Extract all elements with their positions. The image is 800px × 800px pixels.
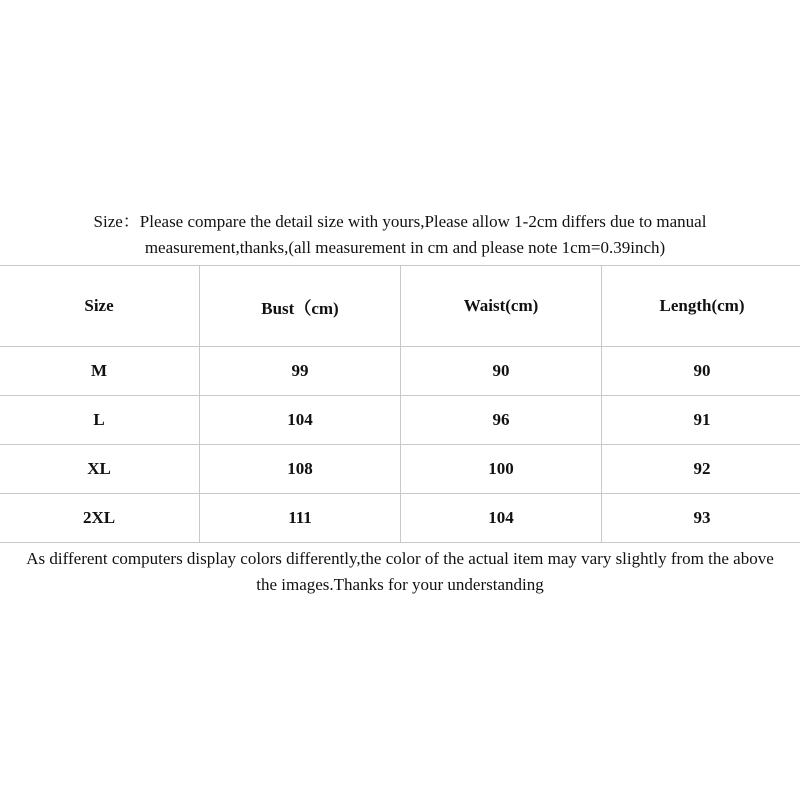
size-instructions-line-1: Size：Please compare the detail size with yours,Please allow 1-2cm differs due to manual <box>93 212 707 231</box>
color-disclaimer <box>0 546 800 598</box>
header-waist: Waist(cm) <box>401 266 602 347</box>
cell-size: 2XL <box>0 494 200 543</box>
cell-size: L <box>0 396 200 445</box>
cell-bust: 108 <box>200 445 401 494</box>
cell-bust: 104 <box>200 396 401 445</box>
color-disclaimer-line-1: As different computers display colors differently,the color of the actual item may vary slightly from the above <box>26 549 774 568</box>
size-chart-table <box>0 265 800 543</box>
cell-waist: 100 <box>401 445 602 494</box>
header-size: Size <box>0 266 200 347</box>
color-disclaimer-line-2: the images.Thanks for your understanding <box>256 575 544 594</box>
cell-length: 91 <box>602 396 800 445</box>
cell-waist: 90 <box>401 347 602 396</box>
cell-size: XL <box>0 445 200 494</box>
cell-waist: 96 <box>401 396 602 445</box>
cell-length: 93 <box>602 494 800 543</box>
table-row <box>0 445 800 494</box>
table-row <box>0 347 800 396</box>
header-bust: Bust（cm) <box>200 266 401 347</box>
cell-size: M <box>0 347 200 396</box>
cell-waist: 104 <box>401 494 602 543</box>
cell-length: 90 <box>602 347 800 396</box>
cell-bust: 111 <box>200 494 401 543</box>
size-instructions <box>0 209 800 261</box>
cell-bust: 99 <box>200 347 401 396</box>
cell-length: 92 <box>602 445 800 494</box>
table-header-row <box>0 266 800 347</box>
table-row <box>0 396 800 445</box>
header-length: Length(cm) <box>602 266 800 347</box>
table-row <box>0 494 800 543</box>
size-instructions-line-2: measurement,thanks,(all measurement in cm and please note 1cm=0.39inch) <box>144 238 666 257</box>
